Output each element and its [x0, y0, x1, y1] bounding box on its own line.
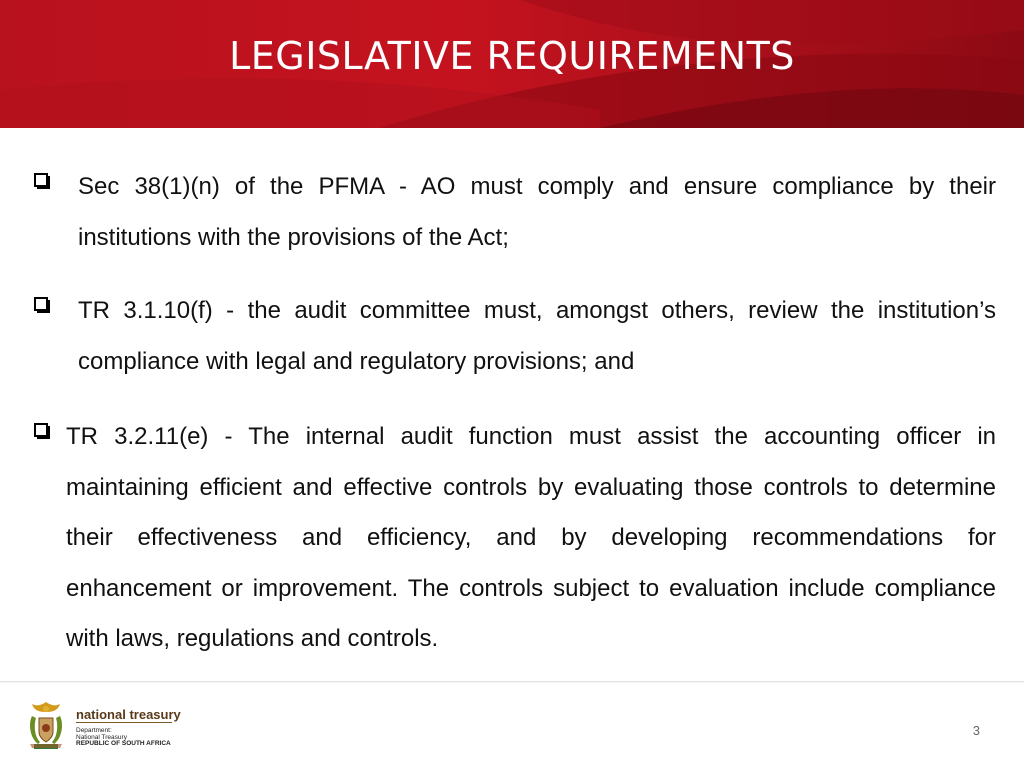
bullet-text: Sec 38(1)(n) of the PFMA - AO must comply and ensure compliance by their institutions with the provisions of the Act; [78, 173, 996, 251]
footer-divider [0, 681, 1024, 683]
bullet-text: TR 3.2.11(e) - The internal audit function must assist the accounting officer in maintaining efficient and effective controls by evaluating those controls to determine their effectiveness and efficiency, and by developing recommendations for enhancement or improvement. The controls subject to evaluation include compliance with laws, regulations and controls. [66, 423, 996, 652]
checkbox-bullet-icon [34, 423, 50, 439]
department-line: Department: [76, 727, 112, 734]
brand-underline [76, 722, 172, 723]
checkbox-bullet-icon [34, 173, 50, 189]
bullet-text: TR 3.1.10(f) - the audit committee must, amongst others, review the institution’s compliance with legal and regulatory provisions; and [78, 297, 996, 375]
page-number: 3 [972, 723, 980, 738]
page-title: LEGISLATIVE REQUIREMENTS [229, 34, 795, 78]
checkbox-bullet-icon [34, 297, 50, 313]
department-name: National Treasury [76, 734, 127, 741]
country-label: REPUBLIC OF SOUTH AFRICA [76, 740, 171, 747]
coat-of-arms-icon [26, 700, 66, 752]
department-label [76, 727, 127, 741]
brand-name: national treasury [76, 707, 181, 722]
header-banner [0, 0, 1024, 128]
